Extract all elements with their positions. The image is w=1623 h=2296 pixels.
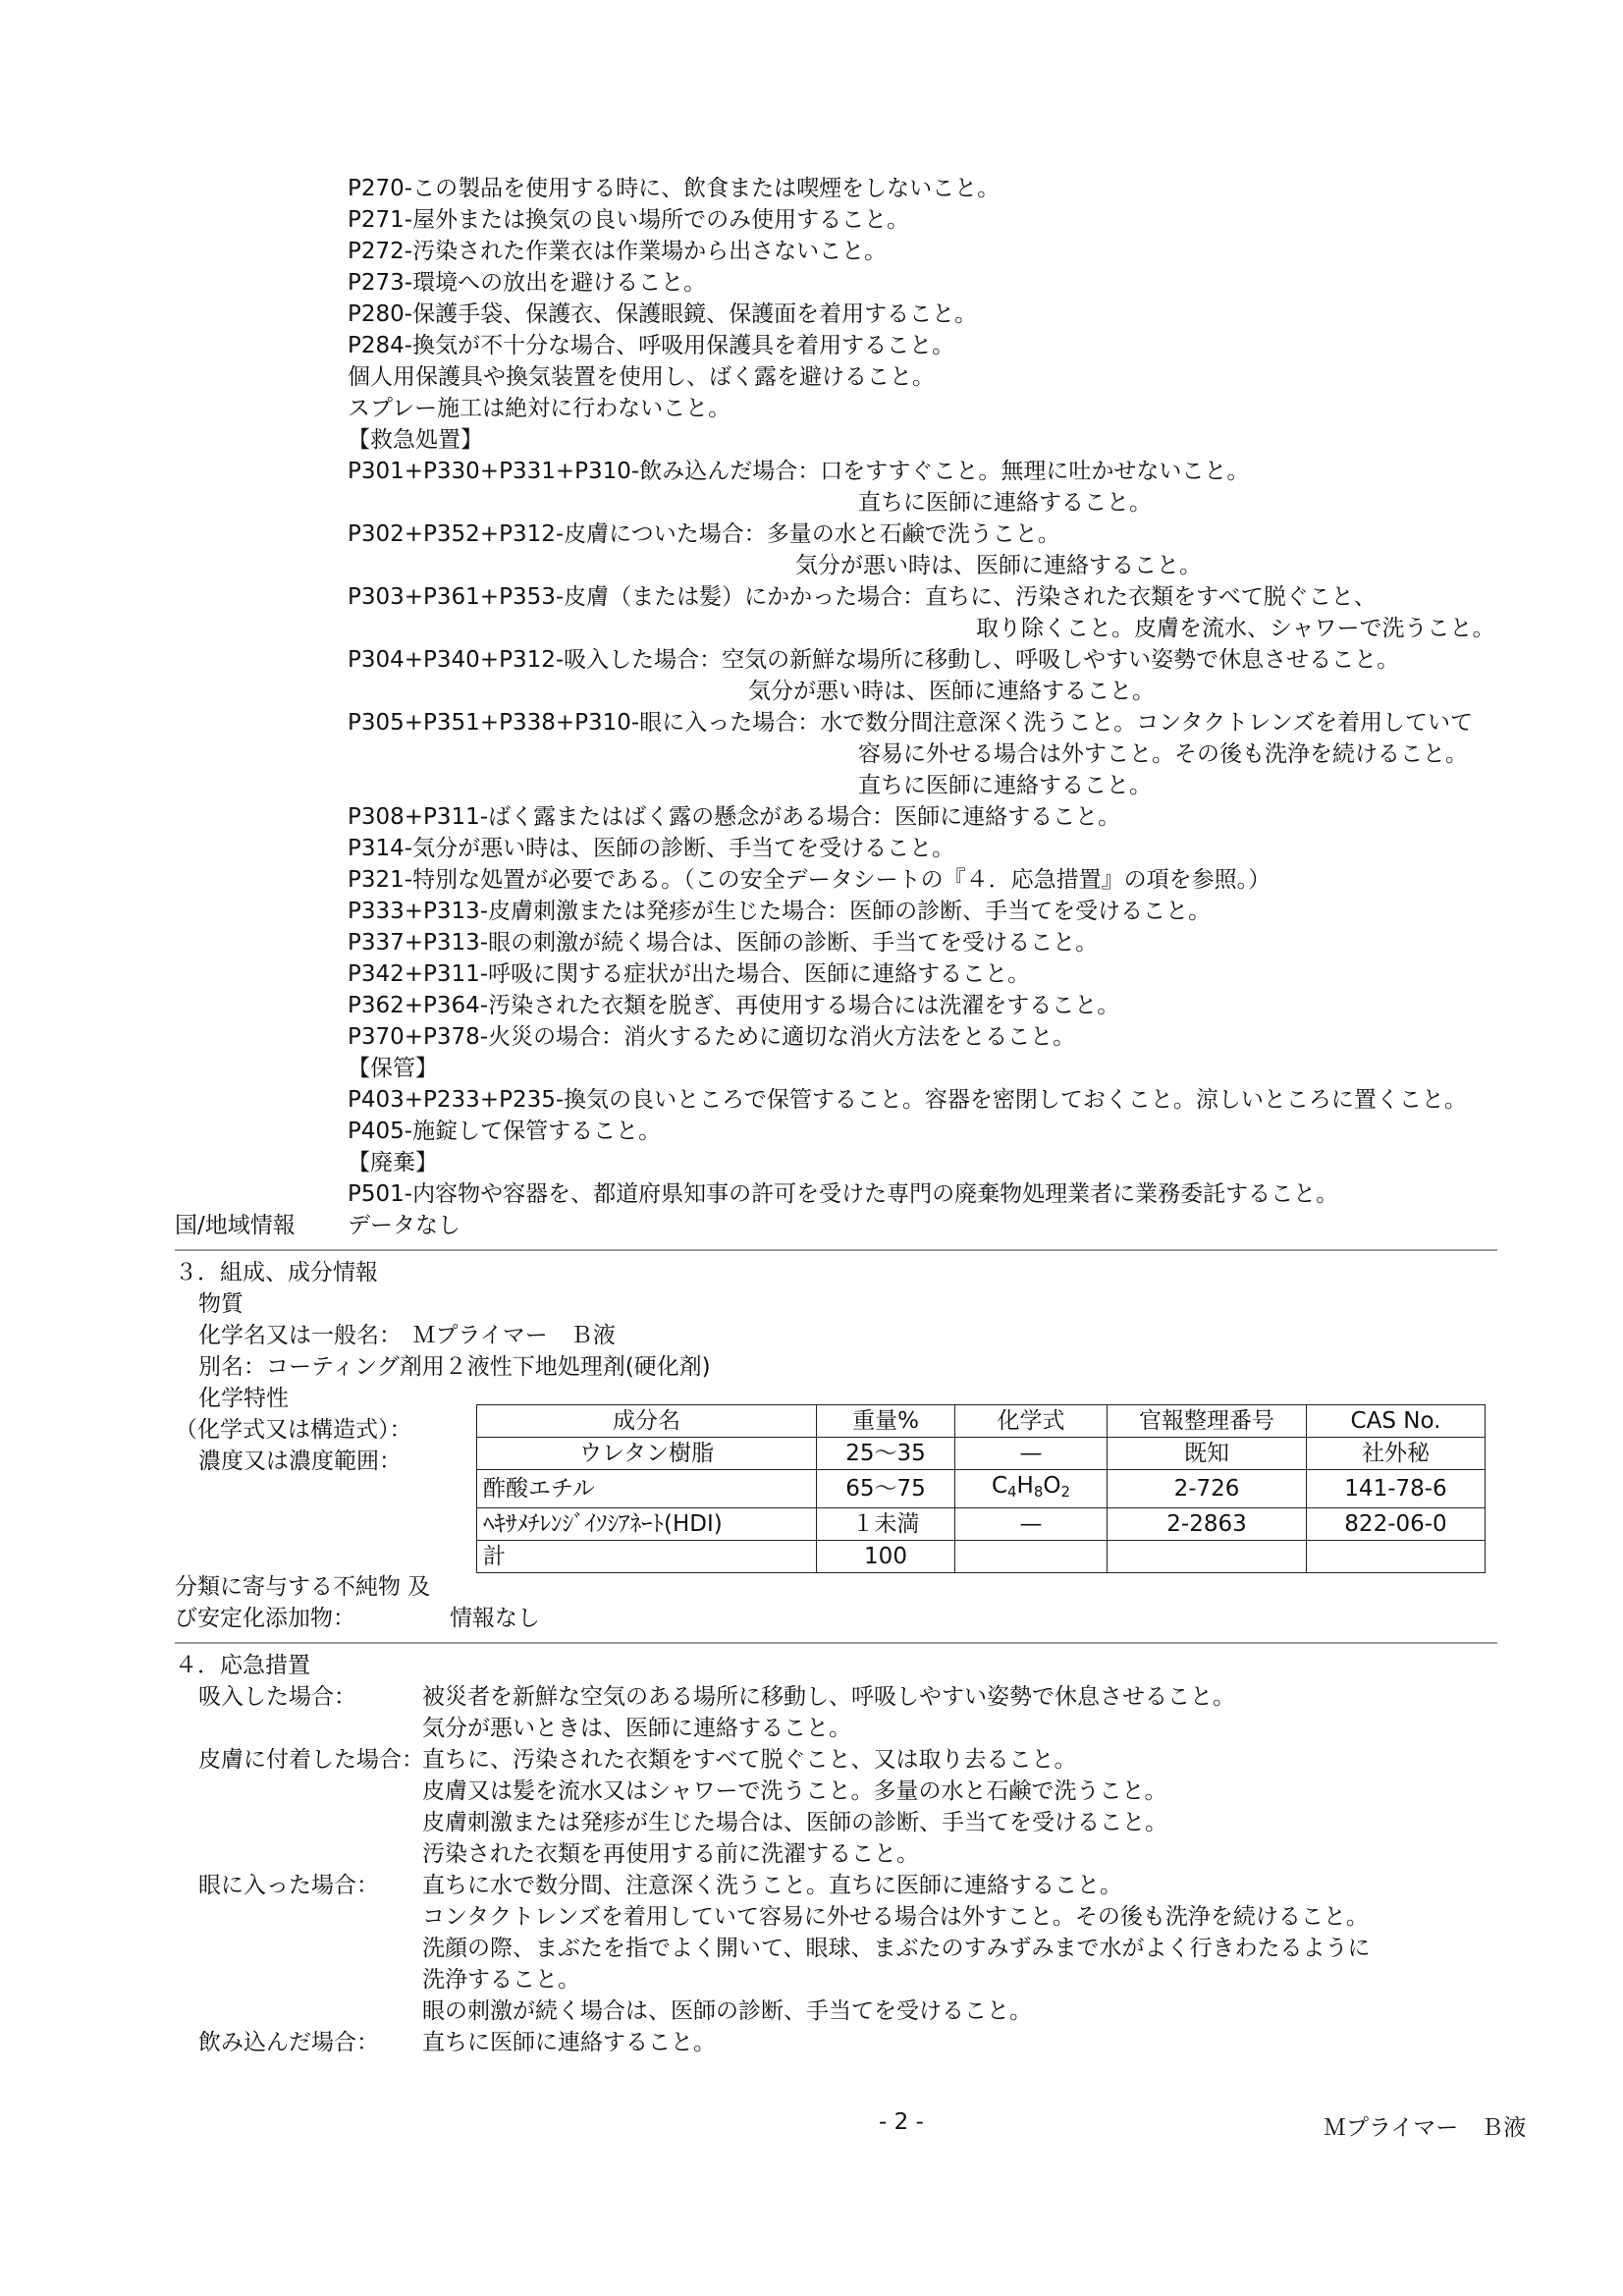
first-aid-heading: 【救急処置】: [348, 427, 483, 453]
table-cell: ﾍｷｻﾒﾁﾚﾝｼﾞｲｿｼｱﾈｰﾄ(HDI): [477, 1508, 817, 1541]
table-cell: 100: [817, 1541, 955, 1573]
precaution-line: P314-気分が悪い時は、医師の診断、手当てを受けること。: [348, 836, 955, 861]
table-cell: 141-78-6: [1307, 1470, 1486, 1508]
properties-label: （化学式又は構造式）：: [175, 1417, 412, 1443]
alias-name: 別名：コーティング剤用２液性下地処理剤(硬化剤): [198, 1354, 711, 1380]
inhalation-label: 吸入した場合：: [198, 1684, 356, 1710]
table-cell: —: [955, 1438, 1108, 1470]
first-aid-text: コンタクトレンズを着用していて容易に外せる場合は外すこと。その後も洗浄を続けること。: [422, 1904, 1369, 1930]
formula-element: C: [991, 1473, 1007, 1499]
ingestion-label: 飲み込んだ場合：: [198, 2030, 379, 2055]
table-cell: 822-06-0: [1307, 1508, 1486, 1541]
first-aid-text: 眼の刺激が続く場合は、医師の診断、手当てを受けること。: [422, 1998, 1032, 2024]
precaution-line: 気分が悪い時は、医師に連絡すること。: [795, 553, 1202, 578]
table-cell: 既知: [1108, 1438, 1307, 1470]
first-aid-text: 皮膚刺激または発疹が生じた場合は、医師の診断、手当てを受けること。: [422, 1810, 1167, 1835]
disposal-heading: 【廃棄】: [348, 1150, 438, 1175]
table-row: [477, 1541, 1486, 1573]
first-aid-text: 気分が悪いときは、医師に連絡すること。: [422, 1716, 851, 1741]
first-aid-text: 直ちに医師に連絡すること。: [422, 2030, 716, 2055]
table-cell: 酢酸エチル: [477, 1470, 817, 1508]
table-cell: 社外秘: [1307, 1438, 1486, 1470]
region-value: データなし: [348, 1213, 460, 1238]
table-cell: [1108, 1541, 1307, 1573]
section-divider: [175, 1642, 1497, 1644]
column-header: 官報整理番号: [1108, 1405, 1307, 1438]
precaution-line: P333+P313-皮膚刺激または発疹が生じた場合：医師の診断、手当てを受けること。: [348, 899, 1212, 924]
page-number: - 2 -: [879, 2109, 924, 2135]
impurity-label: 分類に寄与する不純物 及: [175, 1574, 431, 1600]
formula-subscript: 2: [1060, 1483, 1071, 1501]
properties-label: 化学特性: [198, 1386, 289, 1411]
precaution-line: P284-換気が不十分な場合、呼吸用保護具を着用すること。: [348, 333, 955, 358]
first-aid-text: 皮膚又は髪を流水又はシャワーで洗うこと。多量の水と石鹸で洗うこと。: [422, 1778, 1167, 1804]
first-aid-text: 直ちに、汚染された衣類をすべて脱ぐこと、又は取り去ること。: [422, 1747, 1077, 1773]
storage-heading: 【保管】: [348, 1056, 438, 1081]
first-aid-text: 洗浄すること。: [422, 1967, 580, 1993]
precaution-line: P342+P311-呼吸に関する症状が出た場合、医師に連絡すること。: [348, 961, 1031, 987]
first-aid-text: 被災者を新鮮な空気のある場所に移動し、呼吸しやすい姿勢で休息させること。: [422, 1684, 1235, 1710]
precaution-line: P301+P330+P331+P310-飲み込んだ場合：口をすすぐこと。無理に吐かせないこと。: [348, 459, 1250, 484]
precaution-line: P270-この製品を使用する時に、飲食または喫煙をしないこと。: [348, 176, 1001, 201]
table-header-row: [477, 1405, 1486, 1438]
table-cell: 計: [477, 1541, 817, 1573]
precaution-line: P362+P364-汚染された衣類を脱ぎ、再使用する場合には洗濯をすること。: [348, 993, 1120, 1018]
composition-table: [476, 1404, 1486, 1573]
section-3-title: ３．組成、成分情報: [175, 1260, 378, 1285]
formula-element: O: [1043, 1473, 1061, 1499]
table-cell: [1307, 1541, 1486, 1573]
formula-subscript: 8: [1033, 1483, 1044, 1501]
precaution-line: 個人用保護具や換気装置を使用し、ばく露を避けること。: [348, 364, 935, 390]
first-aid-text: 洗顔の際、まぶたを指でよく開いて、眼球、まぶたのすみずみまで水がよく行きわたるように: [422, 1936, 1371, 1961]
impurity-value: 情報なし: [450, 1606, 540, 1631]
precaution-line: 直ちに医師に連絡すること。: [858, 490, 1152, 516]
table-cell: 2-726: [1108, 1470, 1307, 1508]
precaution-line: P403+P233+P235-換気の良いところで保管すること。容器を密閉しておくこと。涼しいところに置くこと。: [348, 1087, 1467, 1113]
section-divider: [175, 1249, 1497, 1251]
precaution-line: P304+P340+P312-吸入した場合：空気の新鮮な場所に移動し、呼吸しやすい姿勢で休息させること。: [348, 647, 1400, 673]
table-row: [477, 1438, 1486, 1470]
formula-element: H: [1016, 1473, 1034, 1499]
table-cell: ウレタン樹脂: [477, 1438, 817, 1470]
formula-cell: [955, 1470, 1108, 1508]
precaution-line: P308+P311-ばく露またはばく露の懸念がある場合：医師に連絡すること。: [348, 804, 1121, 830]
impurity-label: び安定化添加物：: [175, 1606, 355, 1631]
skin-label: 皮膚に付着した場合：: [198, 1747, 424, 1773]
section-4-title: ４．応急措置: [175, 1653, 310, 1678]
first-aid-text: 直ちに水で数分間、注意深く洗うこと。直ちに医師に連絡すること。: [422, 1873, 1122, 1898]
precaution-line: P321-特別な処置が必要である。（この安全データシートの『４．応急措置』の項を参照。）: [348, 867, 1271, 893]
precaution-line: P271-屋外または換気の良い場所でのみ使用すること。: [348, 207, 910, 233]
chemical-name: 化学名又は一般名： Ｍプライマー Ｂ液: [198, 1323, 616, 1348]
table-cell: 25～35: [817, 1438, 955, 1470]
column-header: 重量%: [817, 1405, 955, 1438]
eye-label: 眼に入った場合：: [198, 1873, 379, 1898]
precaution-line: スプレー施工は絶対に行わないこと。: [348, 396, 731, 421]
precaution-line: P370+P378-火災の場合：消火するために適切な消火方法をとること。: [348, 1024, 1076, 1050]
table-cell: 2-2863: [1108, 1508, 1307, 1541]
table-row: [477, 1470, 1486, 1508]
precaution-line: P302+P352+P312-皮膚についた場合：多量の水と石鹸で洗うこと。: [348, 521, 1060, 547]
precaution-line: 取り除くこと。皮膚を流水、シャワーで洗うこと。: [976, 616, 1495, 641]
properties-label: 濃度又は濃度範囲：: [198, 1449, 402, 1474]
precaution-line: P273-環境への放出を避けること。: [348, 270, 707, 296]
table-cell: 65～75: [817, 1470, 955, 1508]
formula-subscript: 4: [1007, 1483, 1017, 1501]
table-row: [477, 1508, 1486, 1541]
precaution-line: P337+P313-眼の刺激が続く場合は、医師の診断、手当てを受けること。: [348, 930, 1099, 956]
first-aid-text: 汚染された衣類を再使用する前に洗濯すること。: [422, 1841, 919, 1867]
precaution-line: P303+P361+P353-皮膚（または髪）にかかった場合：直ちに、汚染された衣類をすべて脱ぐこと、: [348, 584, 1377, 610]
precaution-line: 気分が悪い時は、医師に連絡すること。: [748, 679, 1155, 704]
precaution-line: P272-汚染された作業衣は作業場から出さないこと。: [348, 239, 888, 264]
table-cell: [955, 1541, 1108, 1573]
table-cell: １未満: [817, 1508, 955, 1541]
precaution-line: P305+P351+P338+P310-眼に入った場合：水で数分間注意深く洗うこと。コンタクトレンズを着用していて: [348, 710, 1474, 736]
precaution-line: P280-保護手袋、保護衣、保護眼鏡、保護面を着用すること。: [348, 301, 978, 327]
substance-label: 物質: [198, 1291, 243, 1317]
table-cell: —: [955, 1508, 1108, 1541]
column-header: 成分名: [477, 1405, 817, 1438]
region-label: 国/地域情報: [175, 1213, 296, 1238]
footer-product-name: Ｍプライマー Ｂ液: [1324, 2115, 1527, 2141]
precaution-line: P501-内容物や容器を、都道府県知事の許可を受けた専門の廃棄物処理業者に業務委託すること。: [348, 1181, 1339, 1207]
precaution-line: P405-施錠して保管すること。: [348, 1119, 662, 1144]
column-header: CAS No.: [1307, 1405, 1486, 1438]
precaution-line: 直ちに医師に連絡すること。: [858, 773, 1152, 798]
column-header: 化学式: [955, 1405, 1108, 1438]
precaution-line: 容易に外せる場合は外すこと。その後も洗浄を続けること。: [858, 741, 1468, 767]
